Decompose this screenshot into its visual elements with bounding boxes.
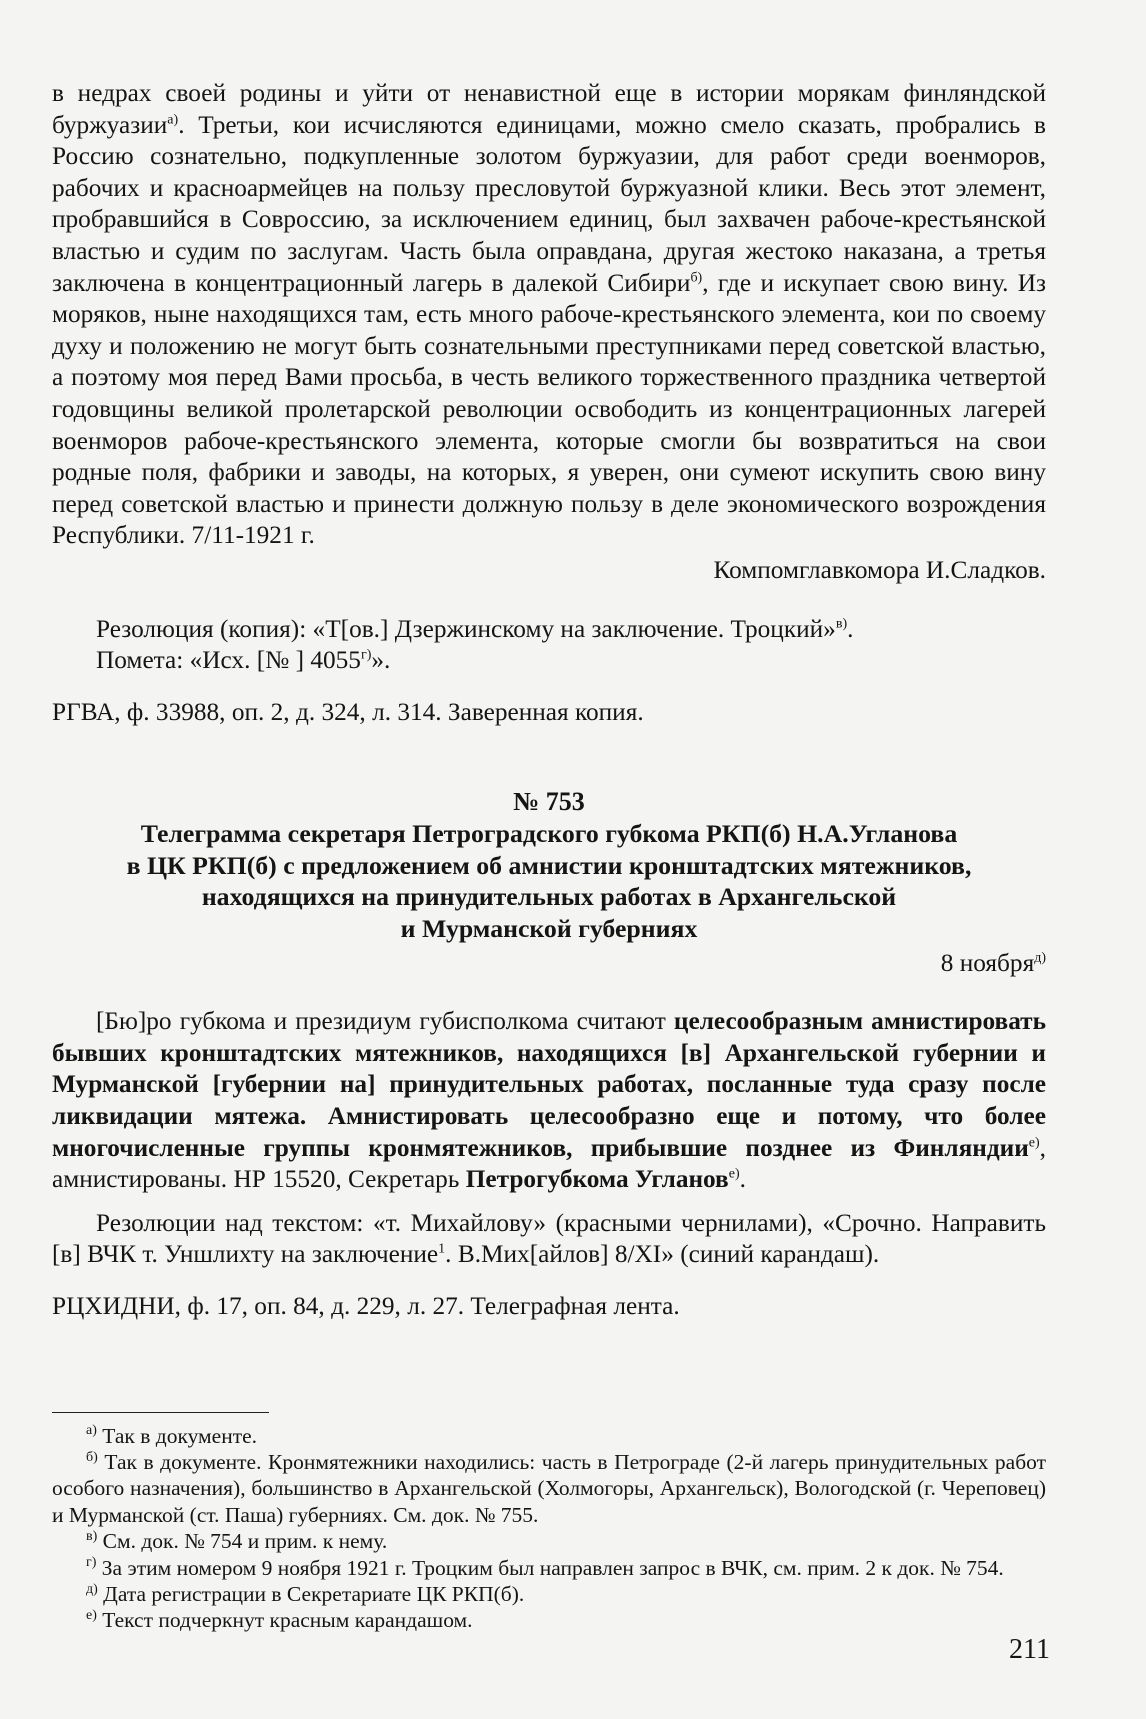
telegram-text-part-1: [Бю]ро губкома и президиум губисполкома считают [96, 1007, 674, 1036]
footnote-ref-a[interactable]: а) [167, 112, 179, 128]
document-title-line-1: Телеграмма секретаря Петроградского губкома РКП(б) Н.А.Угланова [140, 819, 958, 849]
resolution-note [52, 614, 1046, 646]
telegram-resolutions [52, 1208, 1046, 1271]
resolutions-end: . В.Мих[айлов] 8/XI» (синий карандаш). [445, 1240, 880, 1269]
resolution-end: . [847, 614, 854, 643]
footnote-text: См. док. № 754 и прим. к нему. [97, 1529, 388, 1554]
letter-signature: Компомглавкомора И.Сладков. [713, 555, 1046, 584]
footnote-divider [52, 1412, 269, 1413]
telegram-underlined-text-1: целесообразным амнистировать бывших кронштадтских мятежников, находящихся [в] Архангельской губернии и Мурманской [губернии на] принудительных работах, посланные туда сразу после ликвидации мятежа. Амнистировать целесообразно еще и потому, что более многочисленные группы кронмятежников, прибывшие позднее из Финляндии [52, 1007, 1046, 1162]
telegram-source: РЦХИДНИ, ф. 17, оп. 84, д. 229, л. 27. Телеграфная лента. [52, 1292, 680, 1320]
document-title-line-2: в ЦК РКП(б) с предложением об амнистии кронштадтских мятежников, [126, 850, 972, 880]
pometa-end: ». [371, 646, 391, 675]
footnote-text: Так в документе. Кронмятежники находились: часть в Петрограде (2-й лагерь принудительных работ особого назначения), большинство в Архангельской (Холмогоры, Архангельск), Вологодской (г. Череповец) и Мурманской (ст. Паша) губерниях. См. док. № 755. [52, 1450, 1046, 1527]
document-date-text: 8 ноября [940, 948, 1035, 977]
letter-source: РГВА, ф. 33988, оп. 2, д. 324, л. 314. Заверенная копия. [52, 697, 644, 726]
footnote-a: $^{а)}$ Так в документе. [86, 1423, 258, 1448]
footnote-text: Так в документе. [96, 1423, 258, 1448]
footnote-g: $^{г)}$ За этим номером 9 ноября 1921 г. Троцким был направлен запрос в ВЧК, см. прим. 2 к док. № 754. [86, 1555, 1004, 1580]
letter-text-part-2: . Третьи, кои исчисляются единицами, можно смело сказать, пробрались в Россию сознательно, подкупленные золотом буржуазии, для работ среди военморов, рабочих и красноармейцев на пользу пресловутой буржуазной клики. Весь этот элемент, пробравшийся в Совроссию, за исключением единиц, был захвачен рабоче-крестьянской властью и судим по заслугам. Часть была оправдана, другая жестоко наказана, а третья заключена в концентрационный лагерь в далекой Сибири [52, 110, 1046, 297]
page-number: 211 [1009, 1634, 1050, 1665]
footnotes-list [52, 1423, 1046, 1634]
footnote-text: Текст подчеркнут красным карандашом. [96, 1608, 473, 1633]
document-number: № 753 [513, 787, 585, 817]
footnote-text: Дата регистрации в Секретариате ЦК РКП(б). [97, 1582, 525, 1607]
footnote-ref-b[interactable]: б) [690, 270, 703, 286]
footnote-b: $^{б)}$ Так в документе. Кронмятежники находились: часть в Петрограде (2-й лагерь принудительных работ особого назначения), большинство в Архангельской (Холмогоры, Архангельск), Вологодской (г. Череповец) и Мурманской (ст. Паша) губерниях. См. док. № 755. [52, 1449, 1046, 1527]
telegram-text-end: . [739, 1165, 746, 1194]
letter-body [52, 78, 1046, 552]
document-title-line-4: и Мурманской губерниях [400, 914, 698, 944]
letter-text-part-3: , где и искупает свою вину. Из моряков, ныне находящихся там, есть много рабоче-крестьянского элемента, кои по своему духу и положению не могут быть сознательными преступниками перед советской властью, а поэтому моя перед Вами просьба, в честь великого торжественного праздника четвертой годовщины великой пролетарской революции освободить из концентрационных лагерей военморов рабоче-крестьянского элемента, которые смогли бы возвратиться на свои родные поля, фабрики и заводы, на которых, я уверен, они сумеют искупить свою вину перед советской властью и принести должную пользу в деле экономического возрождения Республики. 7/11-1921 г. [52, 268, 1046, 550]
footnote-ref-d[interactable]: д) [1034, 950, 1046, 966]
telegram-body [52, 1006, 1046, 1196]
footnote-ref-e-1[interactable]: е) [1028, 1135, 1040, 1151]
telegram-underlined-text-2: Петрогубкома Угланов [465, 1165, 729, 1194]
footnote-ref-1[interactable]: 1 [438, 1241, 446, 1257]
footnote-text: За этим номером 9 ноября 1921 г. Троцким был направлен запрос в ВЧК, см. прим. 2 к док. № 754. [96, 1555, 1004, 1580]
footnote-ref-g[interactable]: г) [360, 647, 372, 663]
document-date [52, 948, 1046, 980]
letter-text-part-1: в недрах своей родины и уйти от ненавистной еще в истории морякам финляндской буржуазии [52, 79, 1046, 139]
page-content [52, 78, 1046, 1634]
pometa-note [52, 645, 1046, 677]
telegram-text-part-2: , амнистированы. НР 15520, Секретарь [52, 1133, 1046, 1194]
document-title-line-3: находящихся на принудительных работах в Архангельской [201, 882, 897, 912]
footnote-ref-e-2[interactable]: е) [728, 1166, 740, 1182]
pometa-text: Помета: «Исх. [№ ] 4055 [96, 646, 361, 675]
footnote-ref-v[interactable]: в) [835, 616, 848, 632]
footnote-v: $^{в)}$ См. док. № 754 и прим. к нему. [86, 1529, 388, 1554]
footnote-e: $^{е)}$ Текст подчеркнут красным карандашом. [86, 1608, 473, 1633]
resolutions-text: Резолюции над текстом: «т. Михайлову» (красными чернилами), «Срочно. Направить [в] ВЧК т. Уншлихту на заключение [52, 1208, 1046, 1269]
resolution-text: Резолюция (копия): «Т[ов.] Дзержинскому на заключение. Троцкий» [96, 614, 836, 643]
footnote-d: $^{д)}$ Дата регистрации в Секретариате ЦК РКП(б). [86, 1581, 525, 1607]
